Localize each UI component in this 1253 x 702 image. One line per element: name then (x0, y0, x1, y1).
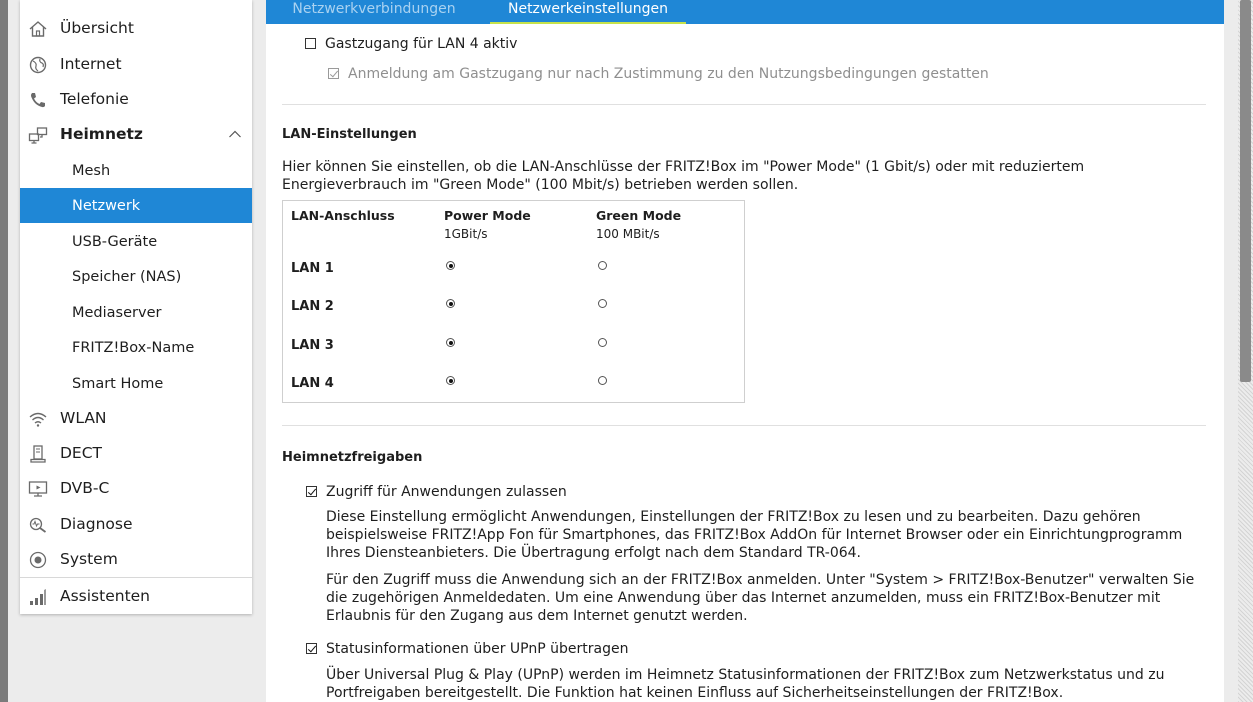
system-icon (28, 550, 48, 570)
sidebar-subitem-label: Mesh (72, 163, 111, 179)
upnp-checkbox[interactable] (306, 643, 317, 654)
window-left-frame (0, 0, 8, 702)
table-row-label: LAN 3 (291, 338, 334, 353)
dect-icon (28, 444, 48, 464)
sidebar-item-label: Telefonie (60, 90, 129, 108)
main-content (266, 0, 1224, 702)
phone-icon (28, 90, 48, 110)
wifi-icon (28, 409, 48, 429)
globe-icon (28, 55, 48, 75)
lan-settings-description: Hier können Sie einstellen, ob die LAN-Anschlüsse der FRITZ!Box im "Power Mode" (1 Gbit/s) oder mit reduziertem Energieverbrauch im "Green Mode" (100 Mbit/s) betrieben werden sollen. (282, 159, 1085, 193)
sidebar-item-telefonie[interactable] (20, 82, 252, 117)
chevron-up-icon[interactable] (228, 127, 242, 141)
sidebar-subitem-mediaserver[interactable] (20, 295, 252, 330)
sidebar-subitem-smart-home[interactable] (20, 366, 252, 401)
col-header-lan-port: LAN-Anschluss (291, 208, 395, 223)
upnp-description: Über Universal Plug & Play (UPnP) werden im Heimnetz Statusinformationen der FRITZ!Box zum Netzwerkstatus und zu Portfreigaben bereitgestellt. Die Funktion hat keinen Einfluss auf Sicherheitseinstellungen der FRITZ!Box. (326, 667, 1165, 701)
sidebar-subitem-mesh[interactable] (20, 153, 252, 188)
table-row-label: LAN 4 (291, 376, 334, 391)
diagnose-icon (28, 515, 48, 535)
sidebar-item-dect[interactable] (20, 436, 252, 471)
lan1-power-radio[interactable] (446, 261, 455, 270)
sidebar-item-label: Assistenten (60, 587, 151, 605)
app-access-checkbox[interactable] (306, 486, 317, 497)
sidebar-subitem-label: FRITZ!Box-Name (72, 340, 195, 356)
sidebar-item-label: Diagnose (60, 515, 133, 533)
lan4-power-radio[interactable] (446, 376, 455, 385)
table-row-label: LAN 1 (291, 261, 334, 276)
table-row-label: LAN 2 (291, 299, 334, 314)
col-subheader-power-speed: 1GBit/s (444, 227, 488, 241)
col-header-power-mode: Power Mode (444, 208, 531, 223)
guest-terms-checkbox[interactable] (328, 68, 339, 79)
scrollbar-thumb[interactable] (1240, 0, 1251, 382)
sidebar-item-label: Übersicht (60, 19, 134, 37)
lan1-green-radio[interactable] (598, 261, 607, 270)
sidebar-item-wlan[interactable] (20, 401, 252, 436)
sidebar-item-label: Heimnetz (60, 125, 143, 143)
sidebar-subitem-usb-geraete[interactable] (20, 224, 252, 259)
sidebar-subitem-label: Mediaserver (72, 305, 162, 321)
sidebar-subitem-speicher[interactable] (20, 259, 252, 294)
signal-bars-icon (28, 587, 48, 607)
col-header-green-mode: Green Mode (596, 208, 682, 223)
lan3-green-radio[interactable] (598, 338, 607, 347)
sidebar-item-label: System (60, 550, 118, 568)
sidebar-item-diagnose[interactable] (20, 507, 252, 542)
tab-netzwerkverbindungen[interactable]: Netzwerkverbindungen (292, 1, 456, 17)
lan4-green-radio[interactable] (598, 376, 607, 385)
sidebar-subitem-label: USB-Geräte (72, 234, 158, 250)
section-divider (282, 104, 1206, 105)
network-icon (28, 125, 48, 145)
home-shares-heading: Heimnetzfreigaben (282, 450, 423, 465)
lan-mode-table (282, 200, 745, 403)
lan2-power-radio[interactable] (446, 299, 455, 308)
sidebar-item-label: WLAN (60, 409, 107, 427)
sidebar-divider (20, 577, 252, 578)
lan3-power-radio[interactable] (446, 338, 455, 347)
sidebar-subitem-netzwerk[interactable] (20, 188, 252, 223)
sidebar-item-assistenten[interactable] (20, 579, 252, 614)
guest-lan4-label: Gastzugang für LAN 4 aktiv (325, 36, 518, 52)
app-access-description-2: Für den Zugriff muss die Anwendung sich an der FRITZ!Box anmelden. Unter "System > FRITZ!Box-Benutzer" verwalten Sie die zugehörigen Anmeldedaten. Um eine Anwendung über das Internet anzumelden, muss ein FRITZ!Box-Benutzer mit Erlaubnis für den Zugang aus dem Internet genutzt werden. (326, 572, 1195, 624)
lan-settings-heading: LAN-Einstellungen (282, 127, 417, 142)
sidebar-item-label: Internet (60, 55, 122, 73)
guest-lan4-checkbox[interactable] (305, 38, 316, 49)
sidebar-item-dvb-c[interactable] (20, 471, 252, 506)
tab-bar (266, 0, 1224, 24)
guest-terms-label: Anmeldung am Gastzugang nur nach Zustimmung zu den Nutzungsbedingungen gestatten (348, 66, 989, 82)
home-icon (28, 19, 48, 39)
app-access-label: Zugriff für Anwendungen zulassen (326, 484, 567, 500)
app-access-description-1: Diese Einstellung ermöglicht Anwendungen, Einstellungen der FRITZ!Box zu lesen und zu bearbeiten. Dazu gehören beispielsweise FRITZ!App Fon für Smartphones, das FRITZ!Box AddOn für Internet Browser oder ein Einrichtungprogramm Ihres Diensteanbieters. Die Übertragung erfolgt nach dem Standard TR-064. (326, 509, 1183, 561)
sidebar-item-heimnetz[interactable] (20, 117, 252, 152)
sidebar-item-internet[interactable] (20, 47, 252, 82)
tv-icon (28, 479, 48, 499)
lan2-green-radio[interactable] (598, 299, 607, 308)
sidebar-item-uebersicht[interactable] (20, 11, 252, 46)
sidebar-subitem-label: Netzwerk (72, 198, 141, 214)
section-divider (282, 425, 1206, 426)
sidebar-menu (20, 0, 252, 614)
sidebar-subitem-label: Speicher (NAS) (72, 269, 182, 285)
sidebar-item-label: DVB-C (60, 479, 110, 497)
upnp-label: Statusinformationen über UPnP übertragen (326, 641, 629, 657)
sidebar-item-system[interactable] (20, 542, 252, 577)
col-subheader-green-speed: 100 MBit/s (596, 227, 660, 241)
tab-netzwerkeinstellungen[interactable]: Netzwerkeinstellungen (490, 0, 686, 24)
sidebar-subitem-fritzbox-name[interactable] (20, 330, 252, 365)
sidebar-subitem-label: Smart Home (72, 376, 164, 392)
sidebar-item-label: DECT (60, 444, 103, 462)
